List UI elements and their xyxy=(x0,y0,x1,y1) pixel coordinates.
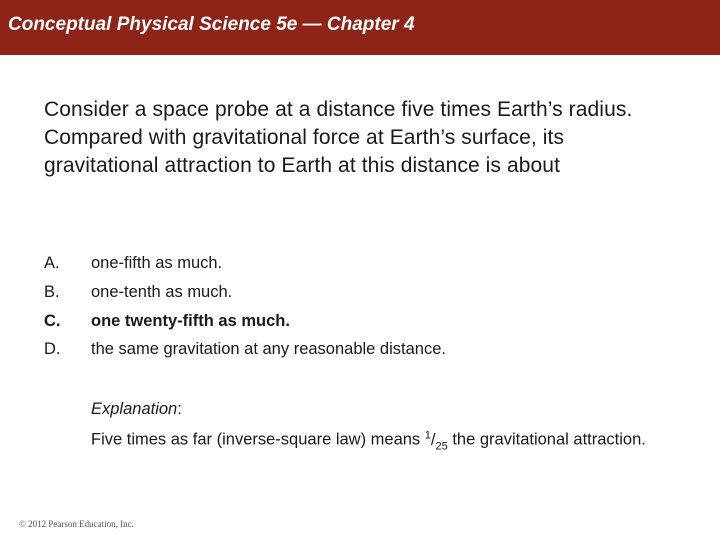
option-text: the same gravitation at any reasonable distance. xyxy=(91,340,446,358)
explanation-heading xyxy=(91,396,691,422)
explanation-label: Explanation xyxy=(91,400,178,418)
option-text: one-fifth as much. xyxy=(91,254,223,272)
option-letter: A. xyxy=(44,254,60,272)
explanation-text xyxy=(91,422,691,459)
option-letter: B. xyxy=(44,283,60,301)
option-d xyxy=(44,339,446,359)
fraction-slash: / xyxy=(430,430,436,449)
option-letter: D. xyxy=(44,340,61,358)
option-b xyxy=(44,282,232,302)
slide-title: Conceptual Physical Science 5e — Chapter 4 xyxy=(8,14,415,35)
option-letter: C. xyxy=(44,312,61,330)
explanation-text-start: Five times as far (inverse-square law) means xyxy=(91,430,425,449)
fraction-one-twenty-fifth xyxy=(424,429,448,452)
explanation-label-colon: : xyxy=(177,400,182,418)
option-text: one twenty-fifth as much. xyxy=(91,312,290,330)
question-text: Consider a space probe at a distance five times Earth’s radius. Compared with gravitational force at Earth’s surface, its gravitational attraction to Earth at this distance is about xyxy=(44,98,633,177)
option-c-correct xyxy=(44,311,290,331)
slide-header xyxy=(0,0,720,55)
fraction-denominator: 25 xyxy=(435,439,448,452)
explanation xyxy=(91,396,691,459)
option-text: one-tenth as much. xyxy=(91,283,233,301)
explanation-text-end: the gravitational attraction. xyxy=(447,430,646,449)
copyright-footer: © 2012 Pearson Education, Inc. xyxy=(19,519,134,529)
option-a xyxy=(44,253,222,273)
fraction-numerator: 1 xyxy=(424,429,431,441)
